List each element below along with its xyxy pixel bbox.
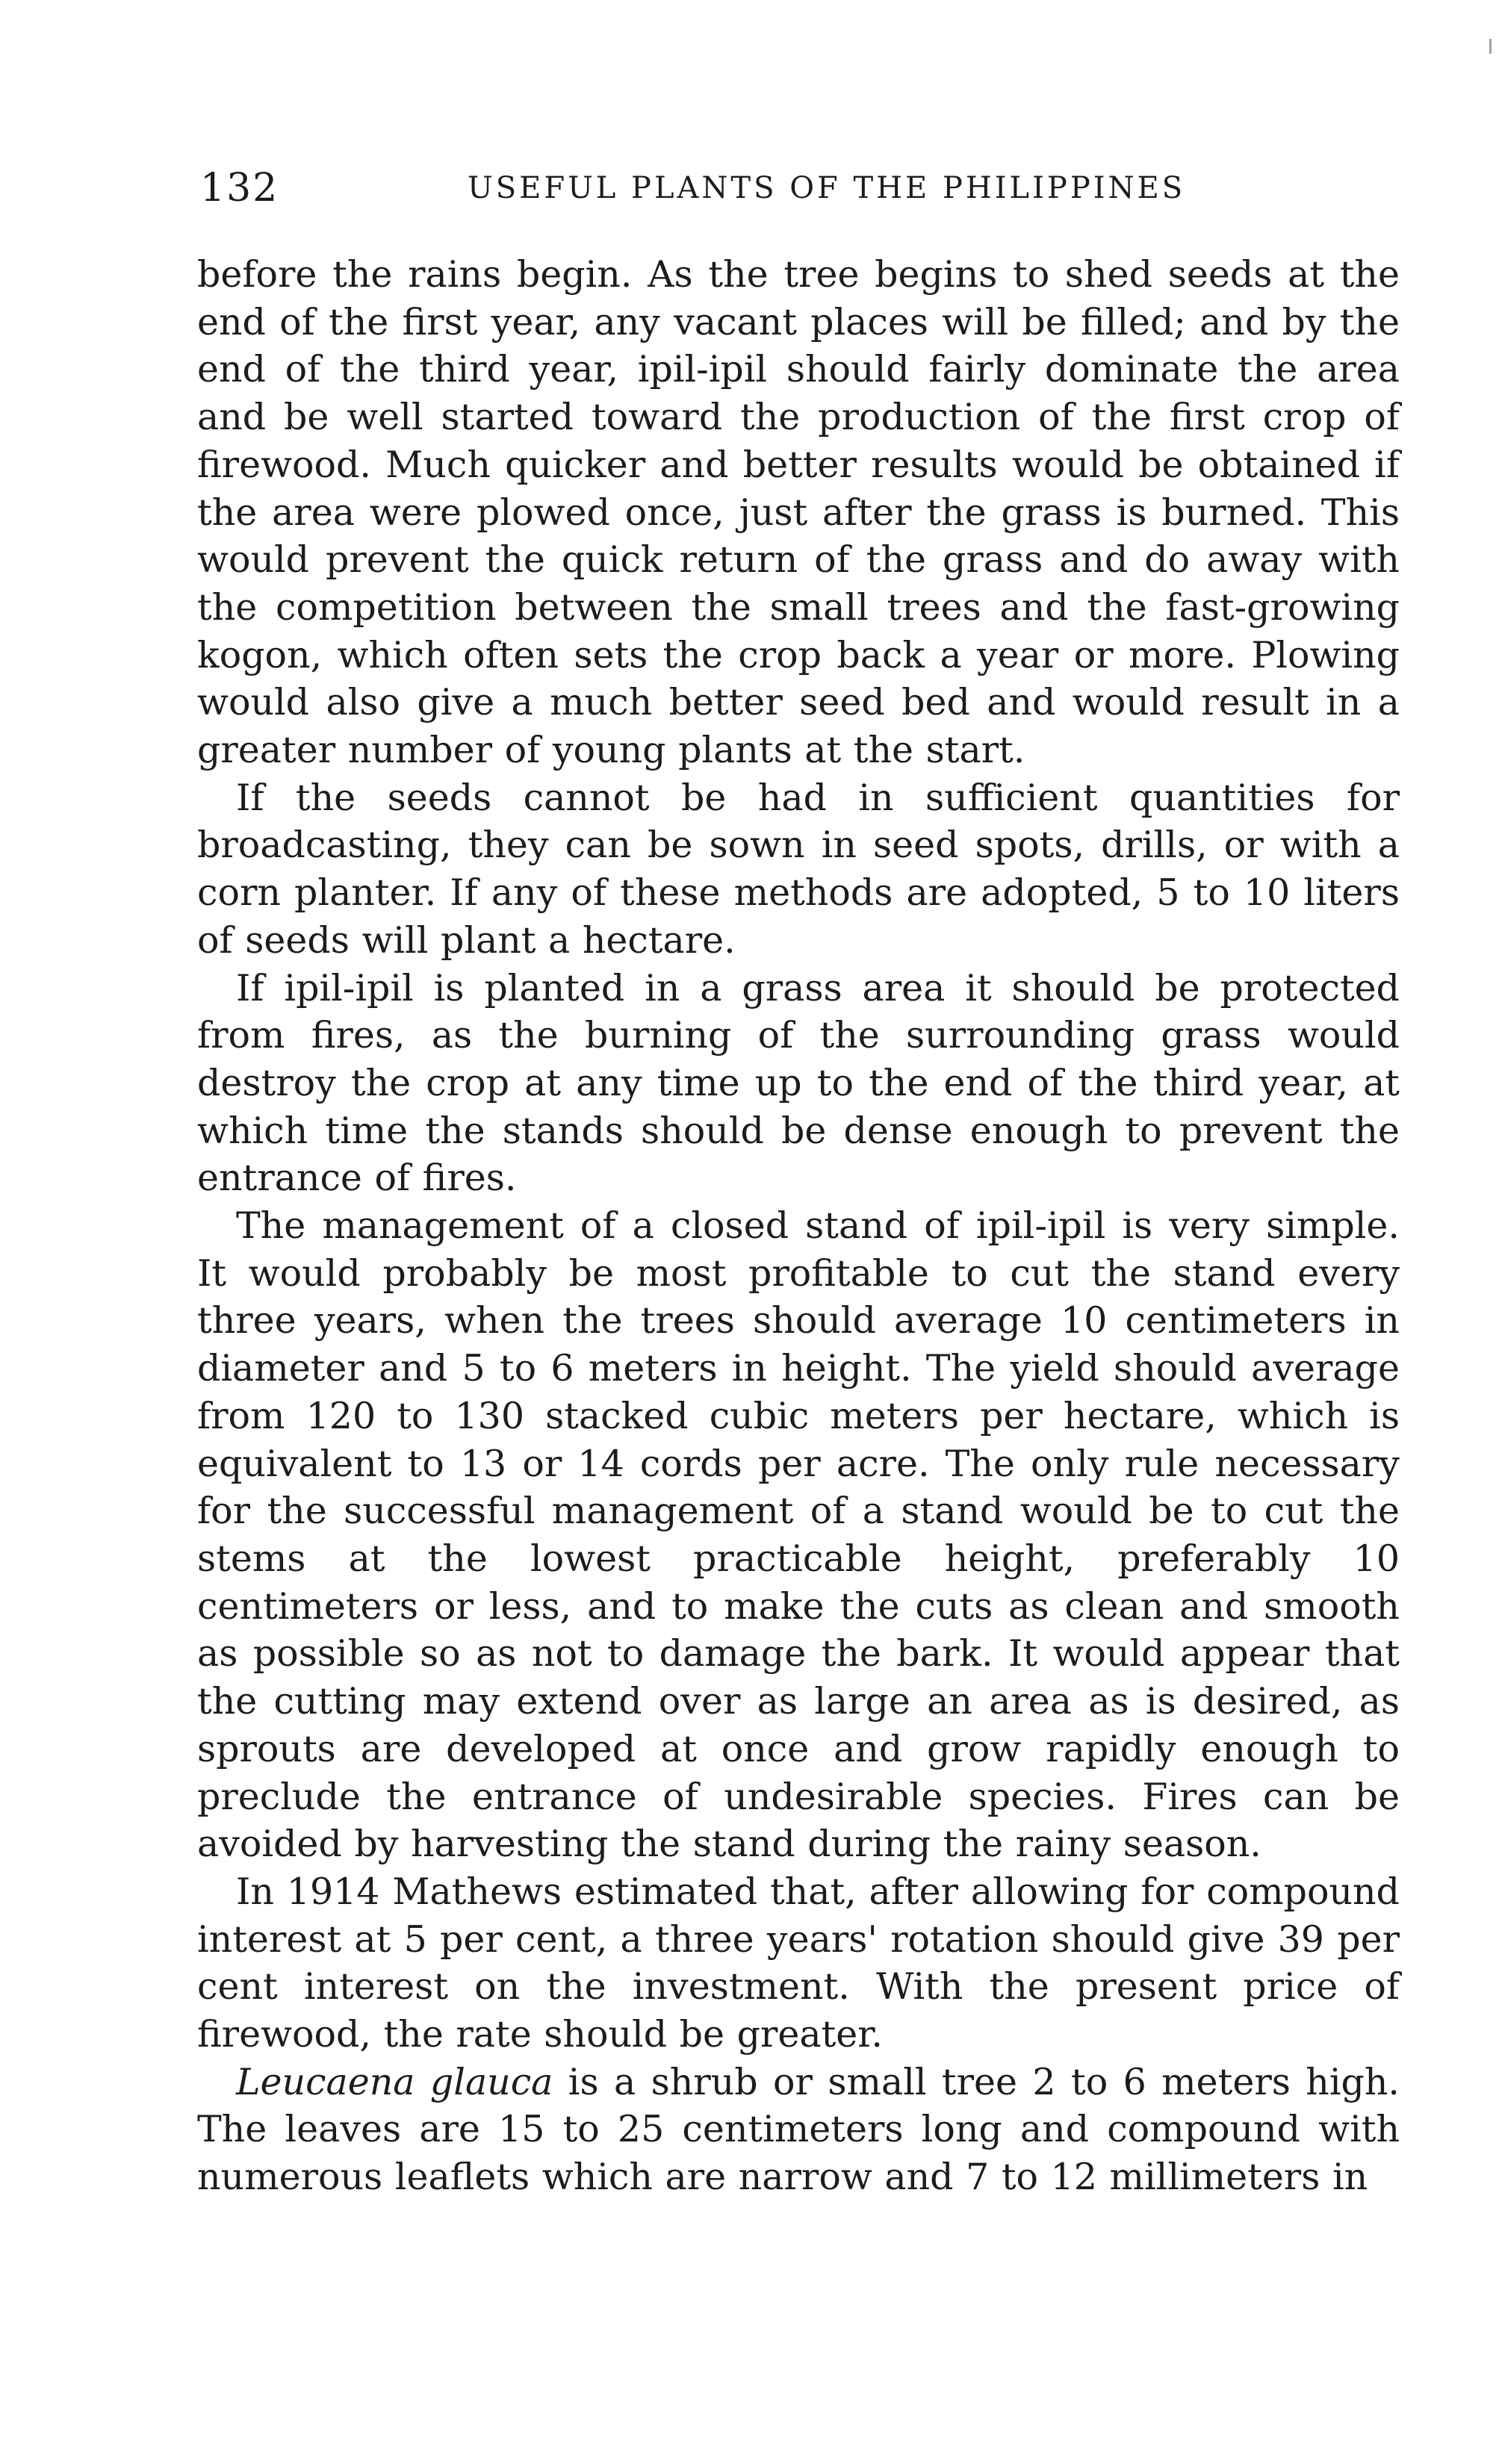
paragraph-stand-management: The management of a closed stand of ipil-ipil is very simple. It would probably be most profitable to cut the stand every three years, when the trees should average 10 centimeters in diameter and 5 to 6 meters in height. The yield should average from 120 to 130 stacked cubic meters per hectare, which is equivalent to 13 or 14 cords per acre. The only rule necessary for the successful management of a stand would be to cut the stems at the lowest practicable height, preferably 10 centimeters or less, and to make the cuts as clean and smooth as possible so as not to damage the bark. It would appear that the cutting may extend over as large an area as is desired, as sprouts are developed at once and grow rapidly enough to preclude the entrance of undesirable species. Fires can be avoided by harvesting the stand during the rainy season. <box>197 1204 1400 1866</box>
paragraph-species-description <box>197 2059 1400 2201</box>
body-text <box>197 251 1400 2201</box>
running-title: USEFUL PLANTS OF THE PHILIPPINES <box>468 171 1186 205</box>
species-name: Leucaena glauca <box>236 2060 553 2103</box>
paragraph-seed-sowing: If the seeds cannot be had in sufficient quantities for broadcasting, they can be sown in seed spots, drills, or with a corn planter. If any of these methods are adopted, 5 to 10 liters of seeds will plant a hectare. <box>197 776 1400 962</box>
paragraph-continuation: before the rains begin. As the tree begins to shed seeds at the end of the first year, any vacant places will be filled; and by the end of the third year, ipil-ipil should fairly dominate the area and be well started toward the production of the first crop of firewood. Much quicker and better results would be obtained if the area were plowed once, just after the grass is burned. This would prevent the quick return of the grass and do away with the competition between the small trees and the fast-growing kogon, which often sets the crop back a year or more. Plowing would also give a much better seed bed and would result in a greater number of young plants at the start. <box>197 253 1400 772</box>
species-description-text: is a shrub or small tree 2 to 6 meters high. The leaves are 15 to 25 centimeters long and compound with numerous leaflets which are narrow and 7 to 12 millimeters in <box>197 2060 1400 2199</box>
paragraph-fire-protection: If ipil-ipil is planted in a grass area it should be protected from fires, as the burning of the surrounding grass would destroy the crop at any time up to the end of the third year, at which time the stands should be dense enough to prevent the entrance of fires. <box>197 966 1400 1200</box>
paragraph-investment-estimate: In 1914 Mathews estimated that, after allowing for compound interest at 5 per cent, a three years' rotation should give 39 per cent interest on the investment. With the present price of firewood, the rate should be greater. <box>197 1870 1400 2056</box>
scan-edge-mark <box>1489 39 1492 54</box>
page-number: 132 <box>200 166 279 211</box>
running-head <box>200 166 1389 211</box>
